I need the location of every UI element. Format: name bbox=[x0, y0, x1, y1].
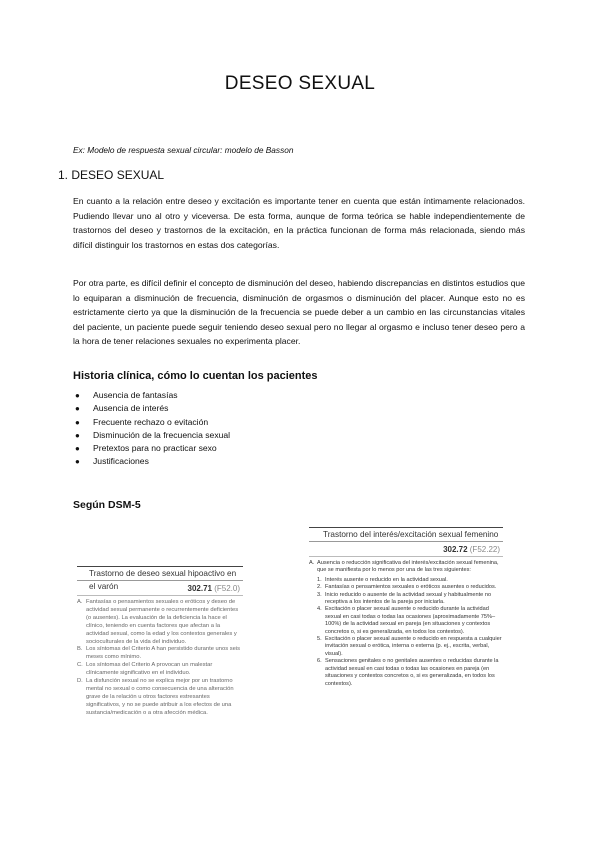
list-item: 5. Excitación o placer sexual ausente o reducido en respuesta a cualquier invitación sexual o erótica, interna o externa (p. ej., escrita, verbal, visual). bbox=[317, 636, 502, 657]
list-item: 4. Excitación o placer sexual ausente o reducido durante la actividad sexual en casi todas o todas las ocasiones (aproximadamente 75%–100%) de la actividad sexual en pareja (en situaciones y contextos concretos o, si es generalizada, en todos los contextos). bbox=[317, 606, 496, 635]
bullet-icon: ● bbox=[75, 430, 80, 440]
dsm-heading: Según DSM-5 bbox=[73, 499, 141, 511]
clinical-history-list bbox=[73, 389, 230, 469]
clinical-history-heading: Historia clínica, cómo lo cuentan los pacientes bbox=[73, 370, 318, 382]
list-item: A. Fantasías o pensamientos sexuales o eróticos y deseo de actividad sexual permanente o recurrentemente deficientes (o ausentes). La evaluación de la deficiencia la hace el clínico, teniendo en cuenta factores que afectan a la actividad sexual, como la edad y los contextos generales y socioculturales de la vida del individuo. bbox=[77, 599, 239, 645]
paragraph-relation: En cuanto a la relación entre deseo y excitación es importante tener en cuenta que están íntimamente relacionados. Pudiendo llevar uno al otro y viceversa. De esta forma, aunque de forma teórica se hable independientemente de trastornos del deseo y trastornos de la excitación, en la práctica funcionan de forma más relacionada, siendo más difícil distinguir los trastornos en estas dos categorías. bbox=[73, 196, 525, 250]
female-criteria-code: 302.72 (F52.22) bbox=[309, 542, 503, 557]
list-item: ● Pretextos para no practicar sexo bbox=[73, 442, 230, 455]
list-item: ● Justificaciones bbox=[73, 455, 230, 468]
list-item: 3. Inicio reducido o ausente de la actividad sexual y habitualmente no receptiva a los intentos de la pareja por iniciarla. bbox=[317, 591, 492, 606]
male-criteria-box bbox=[77, 566, 243, 718]
female-criteria-box bbox=[309, 527, 503, 688]
section-heading: 1. DESEO SEXUAL bbox=[58, 168, 165, 182]
list-item: ● Ausencia de fantasías bbox=[73, 389, 230, 402]
male-criteria-list bbox=[77, 599, 243, 718]
list-item: 2. Fantasías o pensamientos sexuales o eróticos ausentes o reducidos. bbox=[317, 584, 497, 591]
paragraph-definition: Por otra parte, es difícil definir el concepto de disminución del deseo, habiendo discrepancias en distintos estudios que lo equiparan a disminución de frecuencia, disminución de orgasmos o disminución del placer. Aunque esto no es estrictamente cierto ya que la disminución de la frecuencia se puede deber a un cambio en las circunstancias vitales del paciente, un paciente puede seguir teniendo deseo sexual pero no llegar al orgasmo e incluso tener deseo pero a la hora de tener relaciones sexuales no experimenta placer. bbox=[73, 278, 525, 347]
list-item: 6. Sensaciones genitales o no genitales ausentes o reducidas durante la actividad sexual en casi todas o todas las ocasiones en pareja (en situaciones y contextos concretos o, si es generalizada, en todos los contextos). bbox=[317, 658, 499, 687]
list-item: 1. Interés ausente o reducido en la actividad sexual. bbox=[317, 576, 448, 583]
bullet-icon: ● bbox=[75, 457, 80, 467]
list-item: ● Disminución de la frecuencia sexual bbox=[73, 429, 230, 442]
bullet-icon: ● bbox=[75, 417, 80, 427]
list-item: D. La disfunción sexual no se explica mejor por un trastorno mental no sexual o como consecuencia de una alteración grave de la relación u otros factores estresantes significativos, y no se puede atribuir a los efectos de una sustancia/medicación o a otra afección médica. bbox=[77, 678, 234, 716]
bullet-icon: ● bbox=[75, 391, 80, 400]
figure-caption: Ex: Modelo de respuesta sexual circular: modelo de Basson bbox=[73, 145, 294, 155]
male-criteria-title: Trastorno de deseo sexual hipoactivo en el varón bbox=[77, 566, 243, 581]
bullet-icon: ● bbox=[75, 444, 80, 454]
page-title: DESEO SEXUAL bbox=[224, 73, 376, 94]
list-item: ● Frecuente rechazo o evitación bbox=[73, 416, 230, 429]
bullet-icon: ● bbox=[75, 404, 80, 414]
female-criteria-list bbox=[309, 577, 503, 688]
list-item: C. Los síntomas del Criterio A provocan un malestar clínicamente significativo en el individuo. bbox=[77, 662, 213, 677]
female-criteria-title: Trastorno del interés/excitación sexual femenino bbox=[309, 527, 503, 542]
criterion-a: A. Ausencia o reducción significativa del interés/excitación sexual femenina, que se manifiesta por lo menos por una de las tres siguientes: bbox=[309, 560, 499, 574]
male-criteria-code: 302.71 (F52.0) bbox=[77, 581, 243, 596]
list-item: ● Ausencia de interés bbox=[73, 402, 230, 415]
list-item: B. Los síntomas del Criterio A han persistido durante unos seis meses como mínimo. bbox=[77, 646, 241, 661]
